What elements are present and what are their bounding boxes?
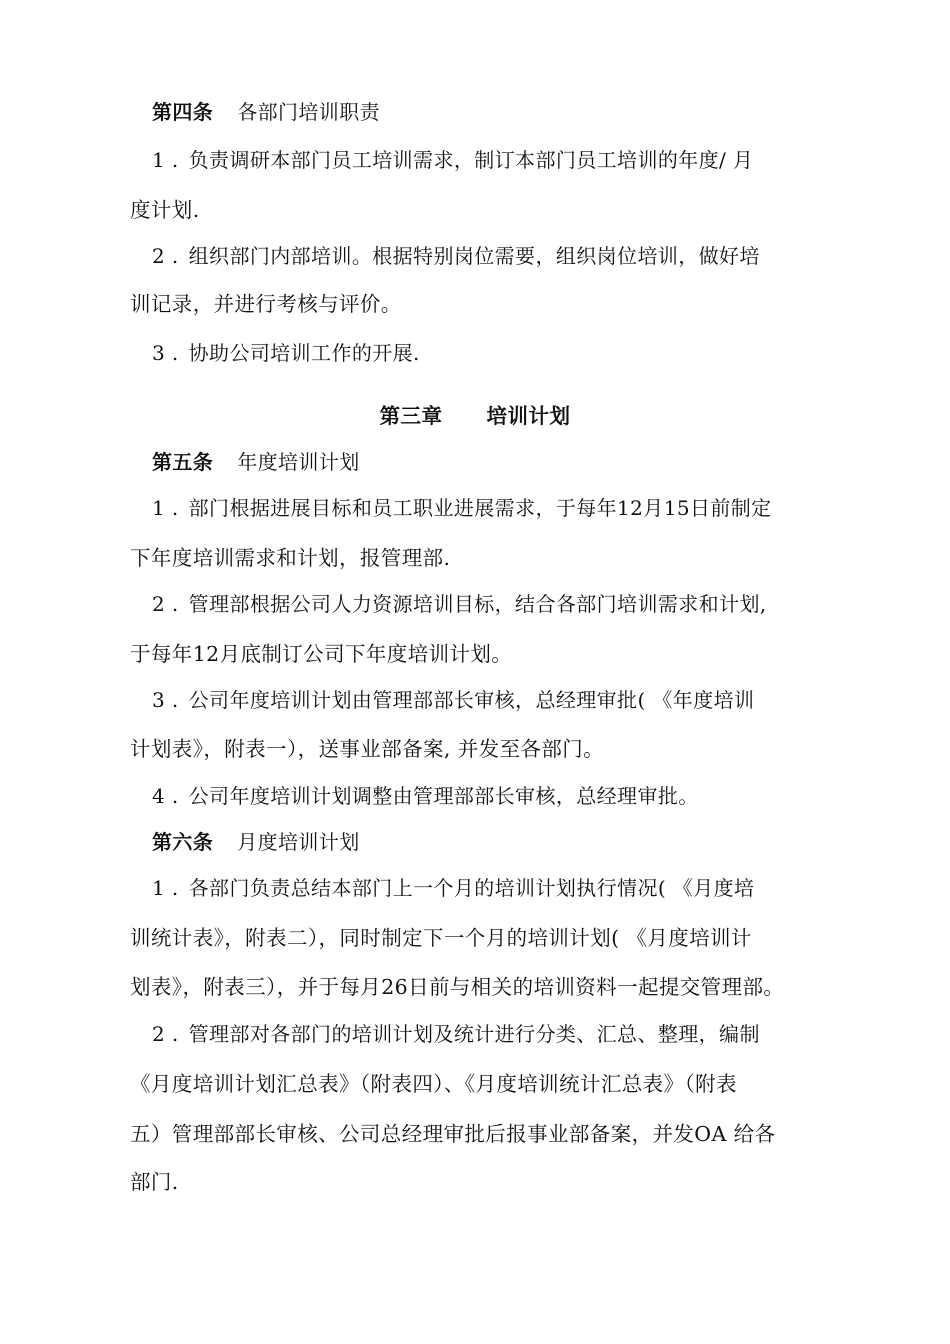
paragraph-line: 度计划. (130, 198, 200, 222)
paragraph-line: 划表》，附表三），并于每月26日前与相关的培训资料一起提交管理部。 (130, 975, 785, 999)
paragraph-line: 《月度培训计划汇总表》（附表四）、《月度培训统计汇总表》（附表 (130, 1072, 737, 1096)
item-number: 3 . (152, 341, 179, 365)
article-title: 各部门培训职责 (237, 100, 381, 124)
paragraph-line: 1 . 各部门负责总结本部门上一个月的培训计划执行情况( 《月度培 (152, 876, 755, 900)
article-label: 第四条 (152, 100, 214, 124)
item-number: 2 . (152, 1022, 179, 1046)
paragraph-line: 部门. (130, 1170, 179, 1194)
paragraph-line: 1 . 负责调研本部门员工培训需求，制订本部门员工培训的年度/ 月 (152, 148, 754, 172)
article-5-heading (152, 448, 852, 476)
item-number: 3 . (152, 688, 179, 712)
item-number: 4 . (152, 784, 179, 808)
article-6-heading (152, 828, 852, 856)
paragraph-line: 2 . 管理部根据公司人力资源培训目标，结合各部门培训需求和计划, (152, 592, 767, 616)
paragraph-line: 3 . 公司年度培训计划由管理部部长审核，总经理审批( 《年度培训 (152, 688, 755, 712)
paragraph-line: 计划表》，附表一），送事业部备案, 并发至各部门。 (130, 737, 605, 761)
paragraph-line: 训记录，并进行考核与评价。 (130, 292, 402, 316)
paragraph-line: 2 . 组织部门内部培训。根据特别岗位需要，组织岗位培训，做好培 (152, 244, 760, 268)
paragraph-line: 3 . 协助公司培训工作的开展. (152, 341, 420, 365)
paragraph-line: 训统计表》，附表二），同时制定下一个月的培训计划( 《月度培训计 (130, 926, 752, 950)
chapter-title: 培训计划 (486, 404, 571, 428)
article-label: 第五条 (152, 450, 214, 474)
item-number: 1 . (152, 496, 179, 520)
item-number: 1 . (152, 148, 179, 172)
article-title: 月度培训计划 (237, 830, 360, 854)
article-label: 第六条 (152, 830, 214, 854)
paragraph-line: 五）管理部部长审核、公司总经理审批后报事业部备案，并发OA 给各 (130, 1122, 776, 1146)
chapter-heading (0, 402, 950, 430)
paragraph-line: 于每年12月底制订公司下年度培训计划。 (130, 642, 513, 666)
item-number: 2 . (152, 592, 179, 616)
article-4-heading (152, 98, 852, 126)
paragraph-line: 下年度培训需求和计划，报管理部. (130, 546, 451, 570)
paragraph-line: 4 . 公司年度培训计划调整由管理部部长审核，总经理审批。 (152, 784, 699, 808)
chapter-number: 第三章 (379, 404, 443, 428)
paragraph-line: 2 . 管理部对各部门的培训计划及统计进行分类、汇总、整理，编制 (152, 1022, 760, 1046)
item-number: 1 . (152, 876, 179, 900)
item-number: 2 . (152, 244, 179, 268)
article-title: 年度培训计划 (237, 450, 360, 474)
paragraph-line: 1 . 部门根据进展目标和员工职业进展需求，于每年12月15日前制定 (152, 496, 772, 520)
